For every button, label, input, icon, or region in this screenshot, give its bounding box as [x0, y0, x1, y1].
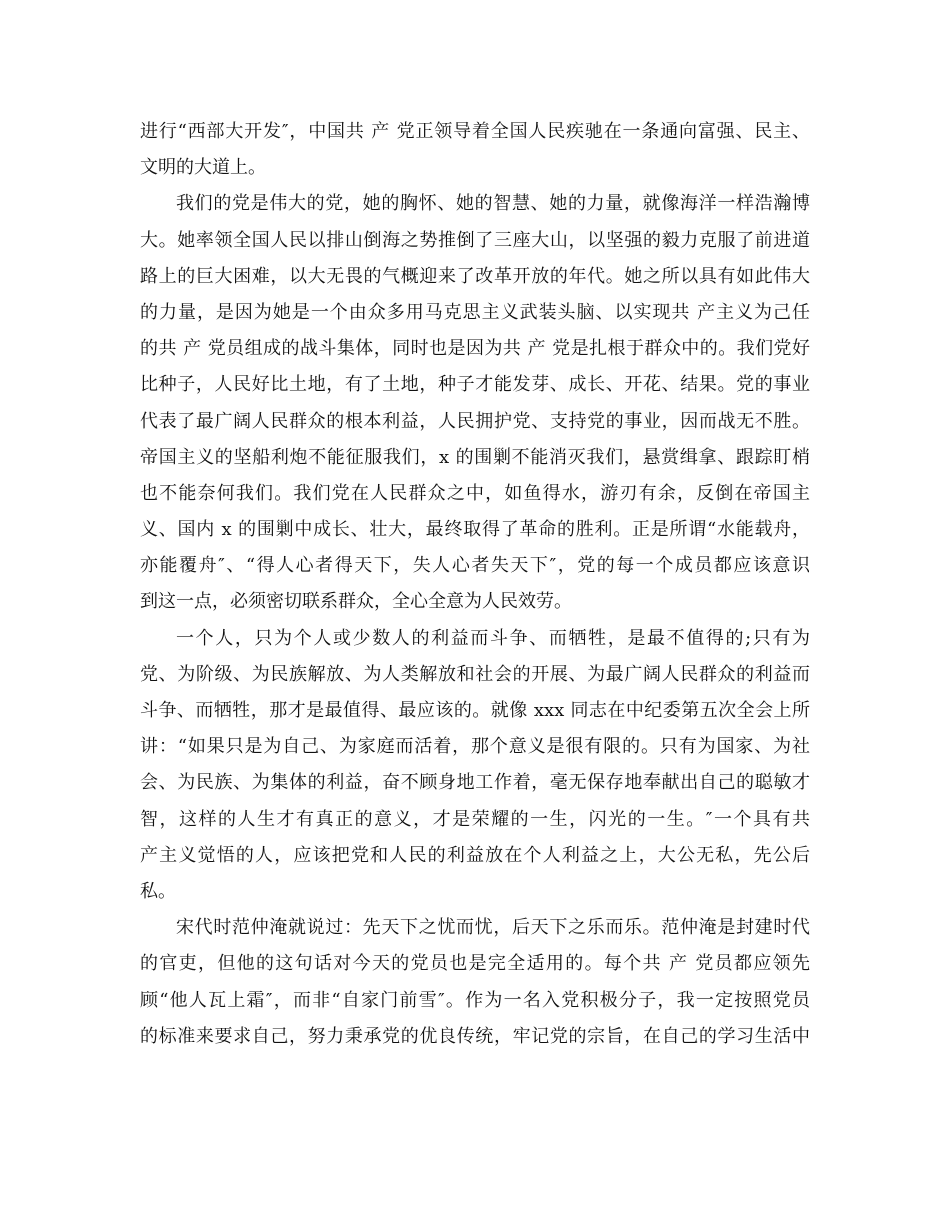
text-line: 代表了最广阔人民群众的根本利益，人民拥护党、支持党的事业，因而战无不胜。 — [140, 410, 810, 432]
body-text — [140, 114, 810, 1055]
text-line: 比种子，人民好比土地，有了土地，种子才能发芽、成长、开花、结果。党的事业 — [140, 374, 810, 396]
text-line: 亦能覆舟″、“得人心者得天下，失人心者失天下″，党的每一个成员都应该意识 — [140, 555, 810, 577]
text-line: 文明的大道上。 — [140, 157, 266, 179]
text-line: 顾“他人瓦上霜″，而非“自家门前雪″。作为一名入党积极分子，我一定按照党员 — [140, 989, 810, 1011]
text-line: 的力量，是因为她是一个由众多用马克思主义武装头脑、以实现共 产主义为己任 — [140, 301, 810, 323]
text-line: 会、为民族、为集体的利益，奋不顾身地工作着，毫无保存地奉献出自己的聪敏才 — [140, 772, 810, 794]
text-line: 我们的党是伟大的党，她的胸怀、她的智慧、她的力量，就像海洋一样浩瀚博 — [176, 193, 810, 215]
text-line: 也不能奈何我们。我们党在人民群众之中，如鱼得水，游刃有余，反倒在帝国主 — [140, 482, 810, 504]
text-line: 义、国内 x 的围剿中成长、壮大，最终取得了革命的胜利。正是所谓“水能载舟， — [140, 519, 810, 541]
text-line: 宋代时范仲淹就说过：先天下之忧而忧，后天下之乐而乐。范仲淹是封建时代 — [176, 917, 810, 939]
text-line: 的共 产 党员组成的战斗集体，同时也是因为共 产 党是扎根于群众中的。我们党好 — [140, 338, 810, 360]
text-line: 产主义觉悟的人，应该把党和人民的利益放在个人利益之上，大公无私，先公后 — [140, 844, 810, 866]
text-line: 进行“西部大开发″，中国共 产 党正领导着全国人民疾驰在一条通向富强、民主、 — [140, 121, 810, 142]
text-line: 路上的巨大困难，以大无畏的气概迎来了改革开放的年代。她之所以具有如此伟大 — [140, 265, 810, 287]
text-line: 帝国主义的坚船利炮不能征服我们，x 的围剿不能消灭我们，悬赏缉拿、跟踪盯梢 — [140, 446, 810, 468]
text-line: 斗争、而牺牲，那才是最值得、最应该的。就像 xxx 同志在中纪委第五次全会上所 — [140, 700, 810, 721]
text-line: 的官吏，但他的这句话对今天的党员也是完全适用的。每个共 产 党员都应领先 — [140, 953, 810, 975]
text-line: 智，这样的人生才有真正的意义，才是荣耀的一生，闪光的一生。″一个具有共 — [140, 808, 810, 830]
text-line: 大。她率领全国人民以排山倒海之势推倒了三座大山，以坚强的毅力克服了前进道 — [140, 229, 810, 251]
text-line: 一个人，只为个人或少数人的利益而斗争、而牺牲，是最不值得的;只有为 — [176, 627, 810, 649]
text-line: 到这一点，必须密切联系群众，全心全意为人民效劳。 — [140, 591, 572, 613]
text-line: 讲：“如果只是为自己、为家庭而活着，那个意义是很有限的。只有为国家、为社 — [140, 736, 810, 758]
text-line: 的标准来要求自己，努力秉承党的优良传统，牢记党的宗旨，在自己的学习生活中 — [140, 1025, 810, 1047]
text-line: 私。 — [140, 880, 176, 902]
text-line: 党、为阶级、为民族解放、为人类解放和社会的开展、为最广阔人民群众的利益而 — [140, 663, 810, 685]
